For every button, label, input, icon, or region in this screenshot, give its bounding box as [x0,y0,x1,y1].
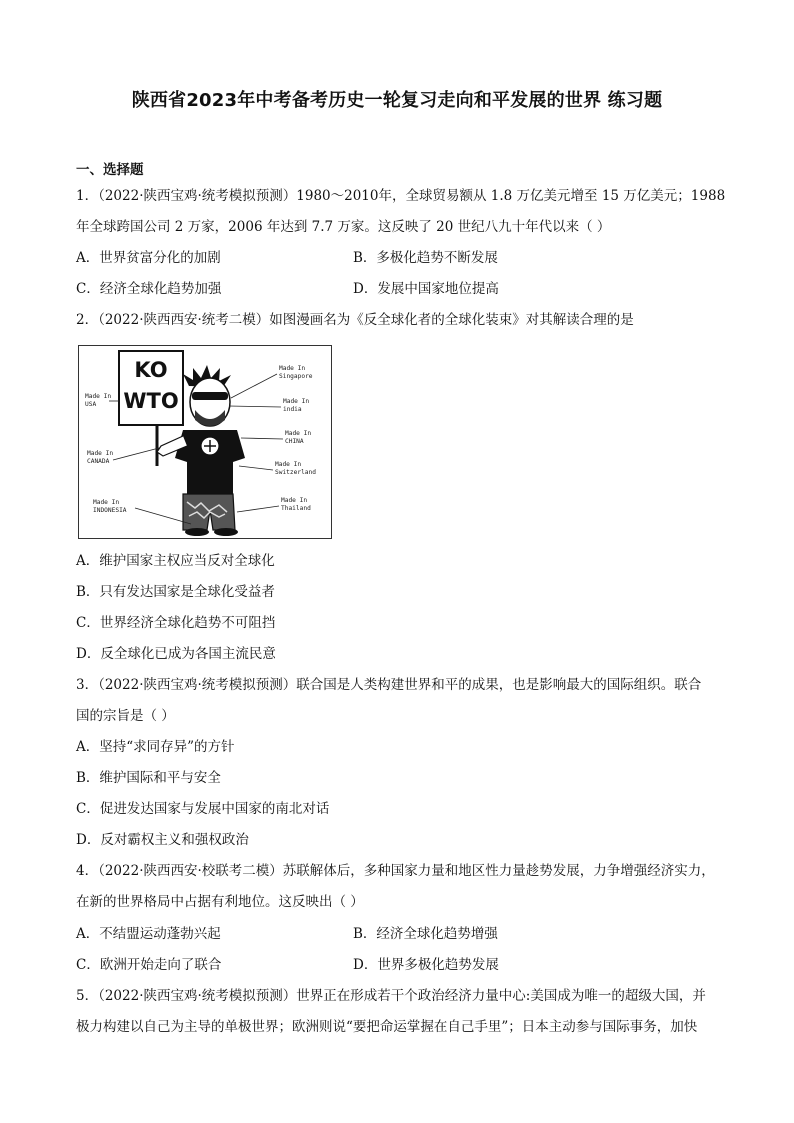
label-usa-2: USA [85,401,97,408]
page-title: 陕西省2023年中考备考历史一轮复习走向和平发展的世界 练习题 [131,90,663,111]
question-2-option-c: C．世界经济全球化趋势不可阻挡 [76,615,276,631]
question-4-option-d: D．世界多极化趋势发展 [353,957,499,973]
question-3-option-c: C．促进发达国家与发展中国家的南北对话 [76,801,330,817]
label-india-2: india [283,406,302,413]
question-1-option-a: A．世界贫富分化的加剧 [76,250,221,266]
label-india-1: Made In [283,398,310,405]
question-3-option-d: D．反对霸权主义和强权政治 [76,832,249,848]
question-3-option-a: A．坚持“求同存异”的方针 [76,739,235,755]
question-4-option-b: B．经济全球化趋势增强 [353,926,498,942]
question-1-text-line-2: 年全球跨国公司 2 万家，2006 年达到 7.7 万家。这反映了 20 世纪八九十年代以来（ ） [76,219,611,235]
sign-text-ko: KO [134,358,168,382]
anti-globalization-cartoon [78,345,332,539]
label-switzerland-1: Made In [275,461,302,468]
label-thailand-1: Made In [281,497,308,504]
label-canada-2: CANADA [87,458,110,465]
label-thailand-2: Thailand [281,505,311,512]
sign-text-wto: WTO [123,389,179,413]
question-1-option-c: C．经济全球化趋势加强 [76,281,222,297]
question-4-text-line-1: 4．（2022·陕西西安·校联考二模）苏联解体后，多种国家力量和地区性力量趁势发展，力争增强经济实力， [76,863,715,879]
question-4-option-c: C．欧洲开始走向了联合 [76,957,222,973]
label-china-2: CHINA [285,438,304,445]
label-usa-1: Made In [85,393,112,400]
question-1-option-b: B．多极化趋势不断发展 [353,250,498,266]
label-indonesia-2: INDONESIA [93,507,127,514]
label-singapore-1: Made In [279,365,306,372]
question-2-option-d: D．反全球化已成为各国主流民意 [76,646,276,662]
question-1-text-line-1: 1．（2022·陕西宝鸡·统考模拟预测）1980～2010年，全球贸易额从 1.8 万亿美元增至 15 万亿美元；1988 [76,188,726,204]
label-indonesia-1: Made In [93,499,120,506]
label-canada-1: Made In [87,450,114,457]
label-singapore-2: Singapore [279,373,313,380]
question-3-option-b: B．维护国际和平与安全 [76,770,221,786]
question-4-option-a: A．不结盟运动蓬勃兴起 [76,926,221,942]
section-heading: 一、选择题 [76,162,144,178]
question-2-option-a: A．维护国家主权应当反对全球化 [76,553,275,569]
question-3-text-line-2: 国的宗旨是（ ） [76,708,175,724]
question-3-text-line-1: 3．（2022·陕西宝鸡·统考模拟预测）联合国是人类构建世界和平的成果，也是影响最大的国际组织。联合 [76,677,702,693]
label-switzerland-2: Switzerland [275,469,316,476]
label-china-1: Made In [285,430,312,437]
question-4-text-line-2: 在新的世界格局中占据有利地位。这反映出（ ） [76,894,364,910]
question-5-text-line-1: 5．（2022·陕西宝鸡·统考模拟预测）世界正在形成若干个政治经济力量中心:美国成为唯一的超级大国，并 [76,988,706,1004]
question-1-option-d: D．发展中国家地位提高 [353,281,499,297]
question-5-text-line-2: 极力构建以自己为主导的单极世界；欧洲则说“要把命运掌握在自己手里”；日本主动参与国际事务，加快 [76,1019,698,1035]
question-2-text-line-1: 2．（2022·陕西西安·统考二模）如图漫画名为《反全球化者的全球化装束》对其解读合理的是 [76,312,634,328]
question-2-option-b: B．只有发达国家是全球化受益者 [76,584,275,600]
